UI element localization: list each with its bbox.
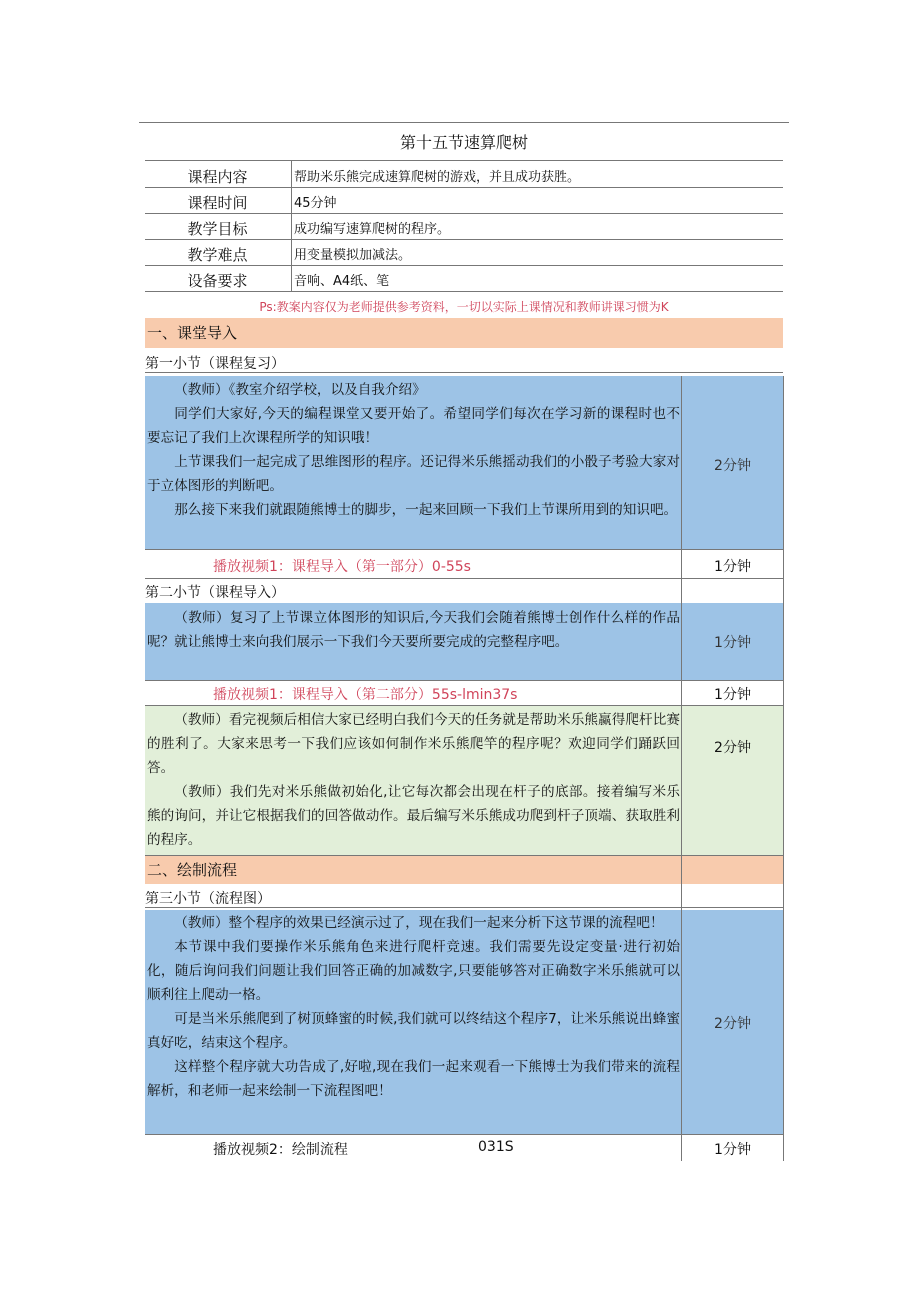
top-rule [139,122,789,123]
table-rule [145,213,783,214]
time-column-divider [681,376,682,1161]
info-label: 教学难点 [187,246,248,264]
subsection-title: 第二小节（课程导入） [145,585,285,601]
table-right-border [783,376,784,1161]
video-duration-code: 031S [478,1139,514,1155]
info-value: 45分钟 [294,196,337,211]
disclaimer-note: Ps:教案内容仅为老师提供参考资料，一切以实际上课情况和教师讲课习惯为K [259,300,669,314]
info-value: 音响、A4纸、笔 [294,274,390,289]
section-heading: 一、课堂导入 [145,318,783,348]
duration: 2分钟 [714,1016,751,1032]
paragraph: （教师）看完视频后相信大家已经明白我们今天的任务就是帮助米乐熊赢得爬杆比赛的胜利了。大家来思考一下我们应该如何制作米乐熊爬竿的程序呢？欢迎同学们踊跃回答。 [147,712,680,776]
duration: 2分钟 [714,458,751,474]
paragraph-group [147,911,680,1103]
section-heading: 二、绘制流程 [145,856,783,884]
info-value: 成功编写速算爬树的程序。 [294,222,451,237]
info-label: 设备要求 [187,272,248,290]
info-label: 教学目标 [187,220,248,238]
paragraph: （教师）整个程序的效果已经演示过了，现在我们一起来分析下这节课的流程吧！ [174,915,664,931]
paragraph: （教师）《教室介绍学校，以及自我介绍》 [174,382,426,398]
table-rule [145,578,783,579]
table-rule [145,160,783,161]
table-rule [145,907,783,908]
page-title: 第十五节速算爬树 [399,133,528,152]
paragraph: （教师）我们先对米乐熊做初始化,让它每次都会出现在杆子的底部。接着编写米乐熊的询问，并让它根据我们的回答做动作。最后编写米乐熊成功爬到杆子顶端、获取胜利的程序。 [147,784,680,848]
table-divider [291,160,292,291]
paragraph: 这样整个程序就大功告成了,好啦,现在我们一起来观看一下熊博士为我们带来的流程解析，和老师一起来绘制一下流程图吧！ [147,1059,680,1099]
info-value: 用变量模拟加减法。 [294,248,412,263]
paragraph: 上节课我们一起完成了思维图形的程序。还记得米乐熊摇动我们的小骰子考验大家对于立体图形的判断吧。 [147,454,680,494]
paragraph: 可是当米乐熊爬到了树顶蜂蜜的时候,我们就可以终结这个程序7，让米乐熊说出蜂蜜真好吃，结束这个程序。 [147,1011,680,1051]
table-rule [145,680,783,681]
time-block [682,706,783,855]
table-rule [145,705,783,706]
duration: 1分钟 [714,1142,751,1158]
paragraph: 那么接下来我们就跟随熊博士的脚步，一起来回顾一下我们上节课所用到的知识吧。 [174,502,678,518]
subsection-title: 第一小节（课程复习） [145,356,285,372]
info-label: 课程时间 [187,194,248,212]
table-rule [145,372,783,373]
paragraph-group [147,606,680,654]
video-link: 播放视频1：课程导入（第一部分）0-55s [213,559,471,575]
table-rule [145,187,783,188]
duration: 2分钟 [714,740,751,756]
subsection-title: 第三小节（流程图） [145,891,271,907]
paragraph: 本节课中我们要操作米乐熊角色来进行爬杆竞速。我们需要先设定变量·进行初始化，随后询问我们问题让我们回答正确的加减数字,只要能够答对正确数字米乐熊就可以顺利往上爬动一格。 [147,939,680,1003]
info-label: 课程内容 [187,168,248,186]
paragraph-group [147,378,680,522]
video-link: 播放视频2：绘制流程 [213,1142,348,1158]
table-rule [145,291,783,292]
info-value: 帮助米乐熊完成速算爬树的游戏，并且成功获胜。 [294,170,581,185]
paragraph: （教师）复习了上节课立体图形的知识后,今天我们会随着熊博士创作什么样的作品呢？就让熊博士来向我们展示一下我们今天要所要完成的完整程序吧。 [147,610,680,650]
paragraph: 同学们大家好,今天的编程课堂又要开始了。希望同学们每次在学习新的课程时也不要忘记了我们上次课程所学的知识哦！ [147,406,680,446]
table-rule [145,239,783,240]
table-rule [145,1134,783,1135]
table-rule [145,265,783,266]
paragraph-group [147,708,680,852]
video-link: 播放视频1：课程导入（第二部分）55s-lmin37s [213,687,518,703]
table-rule [145,549,783,550]
duration: 1分钟 [714,635,751,651]
duration: 1分钟 [714,687,751,703]
duration: 1分钟 [714,559,751,575]
table-rule [145,855,783,856]
